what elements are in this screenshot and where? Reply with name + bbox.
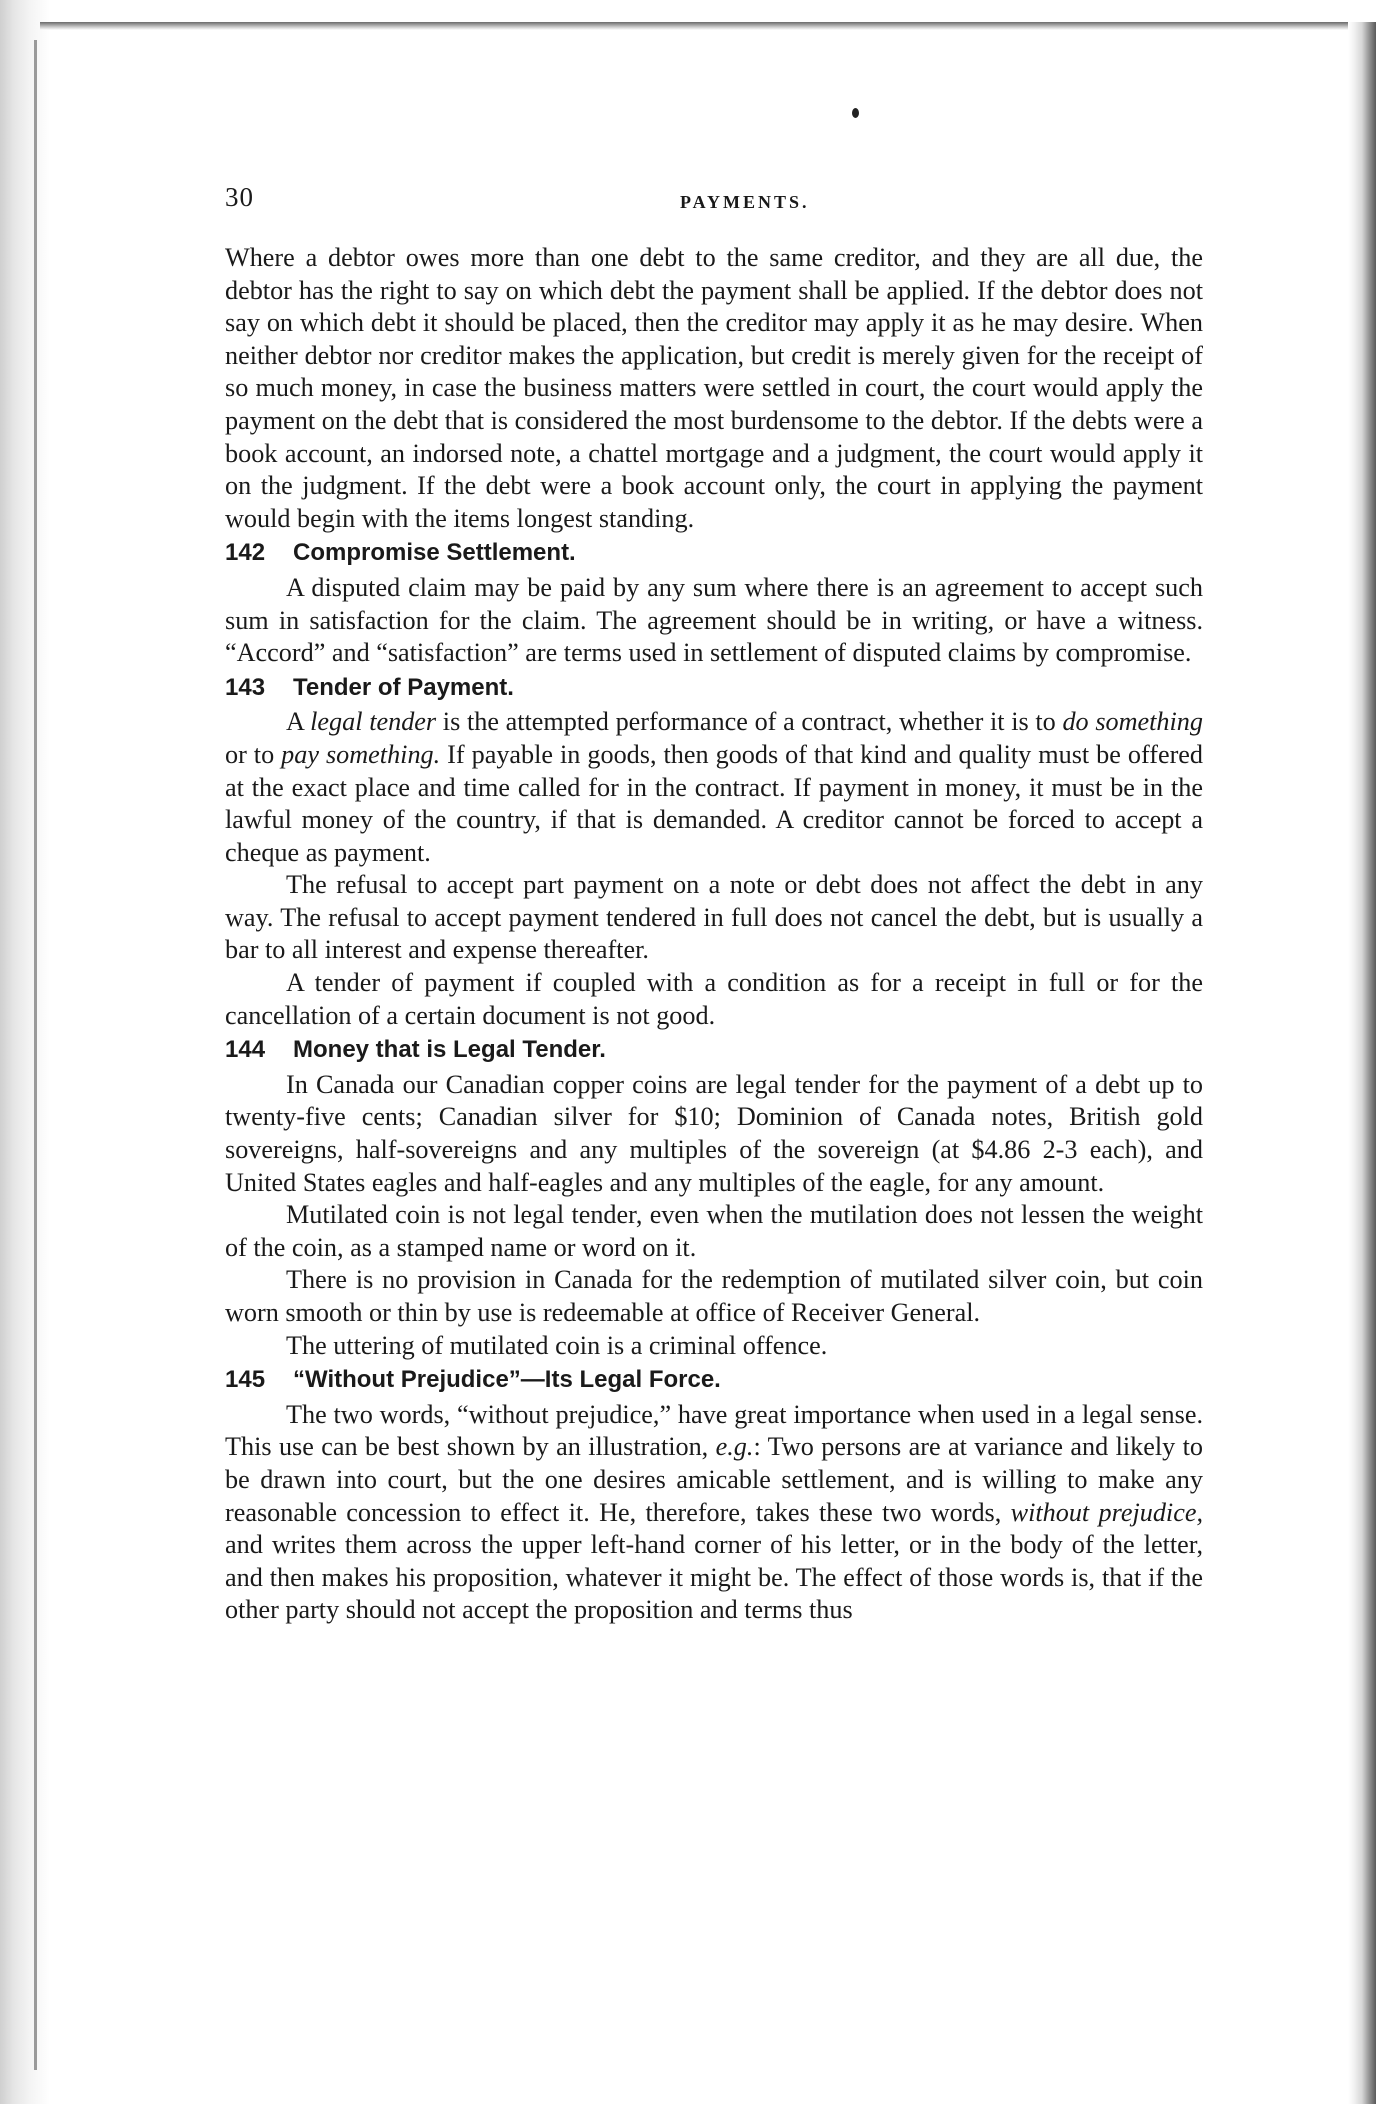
italic-term: pay something.: [281, 739, 441, 769]
section-paragraph: [225, 1399, 1203, 1627]
text-run: and writes them across the upper left-hand corner of his letter, or in the body of the letter, and then makes his proposition, whatever it might be. The effect of those words is, that if the other party should not accept the proposition and terms thus: [225, 1530, 1203, 1625]
intro-paragraph: Where a debtor owes more than one debt to the same creditor, and they are all due, the debtor has the right to say on which debt the payment shall be applied. If the debtor does not say on which debt it should be placed, then the creditor may apply it as he may desire. When neither debtor nor creditor makes the application, but credit is merely given for the receipt of so much money, in case the business matters were settled in court, the court would apply the payment on the debt that is considered the most burdensome to the debtor. If the debts were a book account, an indorsed note, a chattel mortgage and a judgment, the court would apply it on the judgment. If the debt were a book account only, the court in applying the payment would begin with the items longest standing.: [225, 243, 1203, 533]
section-paragraph: The refusal to accept part payment on a note or debt does not affect the debt in any way. The refusal to accept payment tendered in full does not cancel the debt, but is usually a bar to all interest and expense thereafter.: [225, 870, 1203, 965]
section-number: 144: [225, 1036, 266, 1064]
section-paragraph: A disputed claim may be paid by any sum where there is an agreement to accept such sum in satisfaction for the claim. The agreement should be in writing, or have a witness. “Accord” and “satisfaction” are terms used in settlement of disputed claims by compromise.: [225, 572, 1203, 668]
binding-shadow-line: [34, 40, 37, 2070]
italic-term: do something: [1062, 707, 1203, 737]
section-paragraph: There is no provision in Canada for the redemption of mutilated silver coin, but coin worn smooth or thin by use is redeemable at office of Receiver General.: [225, 1265, 1203, 1327]
section-number: 143: [225, 673, 266, 701]
text-run: If payable in goods, then goods of that kind and quality must be offered at the exact place and time called for in the contract. If payment in money, it must be in the lawful money of the country, if that is demanded. A creditor cannot be forced to accept a cheque as payment.: [225, 739, 1204, 867]
ink-speck: [852, 108, 859, 118]
text-run: The two words, “without prejudice,” have great importance when used in a legal sense. This use can be best shown by an illustration,: [225, 1399, 1203, 1462]
section-heading-142: [225, 537, 1203, 570]
italic-term: legal tender: [310, 707, 437, 737]
text-run: is the attempted performance of a contract, whether it is to: [436, 707, 1063, 737]
section-number: 142: [225, 539, 266, 567]
section-title: Money that is Legal Tender.: [293, 1036, 606, 1064]
section-title: “Without Prejudice”—Its Legal Force.: [293, 1366, 721, 1394]
section-heading-145: [225, 1364, 1203, 1397]
page-right-edge: [1348, 22, 1376, 2104]
section-paragraph: In Canada our Canadian copper coins are legal tender for the payment of a debt up to twenty-five cents; Canadian silver for $10; Dominion of Canada notes, British gold sovereigns, half-sovereigns and any multiples of the sovereign (at $4.86 2-3 each), and United States eagles and half-eagles and any multiples of the eagle, for any amount.: [225, 1069, 1203, 1197]
text-run: or to: [225, 739, 282, 769]
text-run: A: [286, 707, 311, 737]
section-paragraph: A tender of payment if coupled with a condition as for a receipt in full or for the cancellation of a certain document is not good.: [225, 968, 1203, 1030]
page-number: 30: [225, 182, 254, 212]
running-head: PAYMENTS.: [680, 192, 810, 212]
text-run: : Two persons are at variance and likely to be drawn into court, but the one desires amicable settlement, and is willing to make any reasonable concession to effect it. He, therefore, takes these two words,: [225, 1432, 1204, 1527]
italic-term: without prejudice,: [1010, 1497, 1203, 1527]
section-paragraph: [225, 706, 1203, 869]
page-binding-edge: [0, 0, 50, 2104]
section-title: Tender of Payment.: [293, 673, 514, 701]
section-title: Compromise Settlement.: [293, 539, 576, 567]
page-body: [225, 242, 1203, 1627]
section-heading-144: [225, 1034, 1203, 1067]
section-paragraph: Mutilated coin is not legal tender, even when the mutilation does not lessen the weight of the coin, as a stamped name or word on it.: [225, 1200, 1203, 1262]
italic-term: e.g.: [715, 1432, 754, 1462]
section-paragraph: The uttering of mutilated coin is a criminal offence.: [286, 1330, 828, 1360]
page-top-edge: [40, 22, 1360, 30]
section-number: 145: [225, 1366, 266, 1394]
section-heading-143: [225, 672, 1203, 705]
